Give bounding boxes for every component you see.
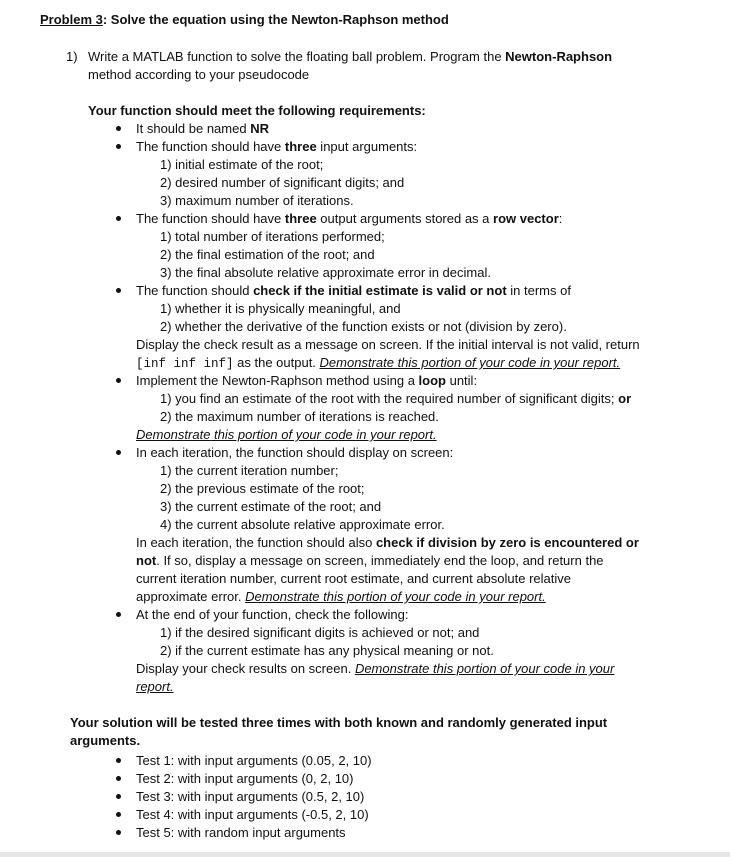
req-bold: not (136, 553, 157, 568)
req-text: input arguments: (316, 139, 418, 154)
code-snippet: [inf inf inf] (136, 357, 234, 371)
req-bold: row vector (493, 211, 559, 226)
problem-label: Problem 3 (40, 12, 103, 27)
sub-item: 1) the current iteration number; (160, 463, 339, 478)
final-display-line (136, 660, 614, 678)
req-text: in terms of (506, 283, 571, 298)
requirements-heading: Your function should meet the following requirements: (88, 103, 426, 118)
req-bold: check if division by zero is encountered or (375, 535, 639, 550)
req-text: The function should have (136, 211, 285, 226)
bullet-icon (116, 812, 121, 817)
sub-item: 3) maximum number of iterations. (160, 193, 354, 208)
req-text: as the output. (233, 355, 320, 370)
sub-item: 1) whether it is physically meaningful, and (160, 301, 401, 316)
req-text: It should be named (136, 121, 251, 136)
bullet-icon (116, 216, 121, 221)
req-bold: three (284, 139, 317, 154)
bullet-icon (116, 612, 121, 617)
intro-line-1 (88, 48, 612, 66)
demonstrate-note: Demonstrate this portion of your code in your (354, 661, 615, 676)
req-bold: NR (250, 121, 269, 136)
req-text: approximate error. (136, 589, 246, 604)
bullet-icon (116, 144, 121, 149)
demonstrate-note: Demonstrate this portion of your code in your report. (136, 427, 437, 442)
req-text: The function should have (136, 139, 285, 154)
sub-item: 2) the final estimation of the root; and (160, 247, 375, 262)
page-title (40, 11, 449, 29)
bottom-scrollbar[interactable] (0, 852, 730, 857)
division-check-line-3: current iteration number, current root estimate, and current absolute relative (136, 571, 571, 586)
test-item: Test 4: with input arguments (-0.5, 2, 10) (136, 807, 369, 822)
sub-item: 1) if the desired significant digits is achieved or not; and (160, 625, 480, 640)
test-item: Test 5: with random input arguments (136, 825, 346, 840)
requirement-final-check: At the end of your function, check the following: (136, 607, 409, 622)
intro-text: Write a MATLAB function to solve the floating ball problem. Program the (88, 49, 506, 64)
sub-item: 2) the previous estimate of the root; (160, 481, 365, 496)
sub-item (160, 390, 631, 408)
req-text: 1) you find an estimate of the root with the required number of significant digits; (160, 391, 619, 406)
requirement-validity (136, 282, 571, 300)
bullet-icon (116, 794, 121, 799)
demonstrate-note-continued: report. (136, 679, 174, 694)
req-text: Implement the Newton-Raphson method using a (136, 373, 419, 388)
requirement-loop (136, 372, 477, 390)
req-text: The function should (136, 283, 254, 298)
req-text: until: (445, 373, 478, 388)
division-check-line-2 (136, 552, 604, 570)
sub-item: 2) if the current estimate has any physical meaning or not. (160, 643, 494, 658)
sub-item: 4) the current absolute relative approximate error. (160, 517, 445, 532)
tests-heading-line-2: arguments. (70, 733, 141, 748)
tests-heading-line-1: Your solution will be tested three times with both known and randomly generated input (70, 715, 608, 730)
req-bold: three (284, 211, 317, 226)
demonstrate-note: Demonstrate this portion of your code in your report. (245, 589, 546, 604)
req-text: In each iteration, the function should also (136, 535, 376, 550)
req-text: output arguments stored as a (316, 211, 494, 226)
bullet-icon (116, 830, 121, 835)
sub-item: 2) whether the derivative of the function exists or not (division by zero). (160, 319, 567, 334)
intro-line-2: method according to your pseudocode (88, 67, 310, 82)
requirement-name (136, 120, 269, 138)
req-text: : (558, 211, 563, 226)
req-bold: check if the initial estimate is valid or not (253, 283, 507, 298)
requirement-display: In each iteration, the function should display on screen: (136, 445, 454, 460)
title-rest: : Solve the equation using the Newton-Raphson method (102, 12, 449, 27)
demonstrate-note: Demonstrate this portion of your code in your report. (319, 355, 621, 370)
display-instruction: Display the check result as a message on screen. If the initial interval is not valid, return (136, 337, 640, 352)
bullet-icon (116, 288, 121, 293)
test-item: Test 1: with input arguments (0.05, 2, 10) (136, 753, 372, 768)
division-check-line-1 (136, 534, 639, 552)
return-instruction (136, 354, 620, 373)
test-item: Test 3: with input arguments (0.5, 2, 10) (136, 789, 365, 804)
bullet-icon (116, 378, 121, 383)
sub-item: 1) total number of iterations performed; (160, 229, 385, 244)
bullet-icon (116, 758, 121, 763)
req-bold: loop (418, 373, 446, 388)
sub-item: 2) the maximum number of iterations is reached. (160, 409, 439, 424)
bullet-icon (116, 450, 121, 455)
bullet-icon (116, 126, 121, 131)
intro-bold: Newton-Raphson (505, 49, 613, 64)
list-number: 1) (66, 49, 78, 64)
req-bold: or (618, 391, 632, 406)
req-text: Display your check results on screen. (136, 661, 355, 676)
division-check-line-4 (136, 588, 546, 606)
bullet-icon (116, 776, 121, 781)
req-text: . If so, display a message on screen, immediately end the loop, and return the (156, 553, 604, 568)
requirement-outputs (136, 210, 562, 228)
sub-item: 2) desired number of significant digits; and (160, 175, 405, 190)
sub-item: 3) the current estimate of the root; and (160, 499, 382, 514)
test-item: Test 2: with input arguments (0, 2, 10) (136, 771, 354, 786)
sub-item: 3) the final absolute relative approximate error in decimal. (160, 265, 491, 280)
sub-item: 1) initial estimate of the root; (160, 157, 324, 172)
requirement-inputs (136, 138, 417, 156)
